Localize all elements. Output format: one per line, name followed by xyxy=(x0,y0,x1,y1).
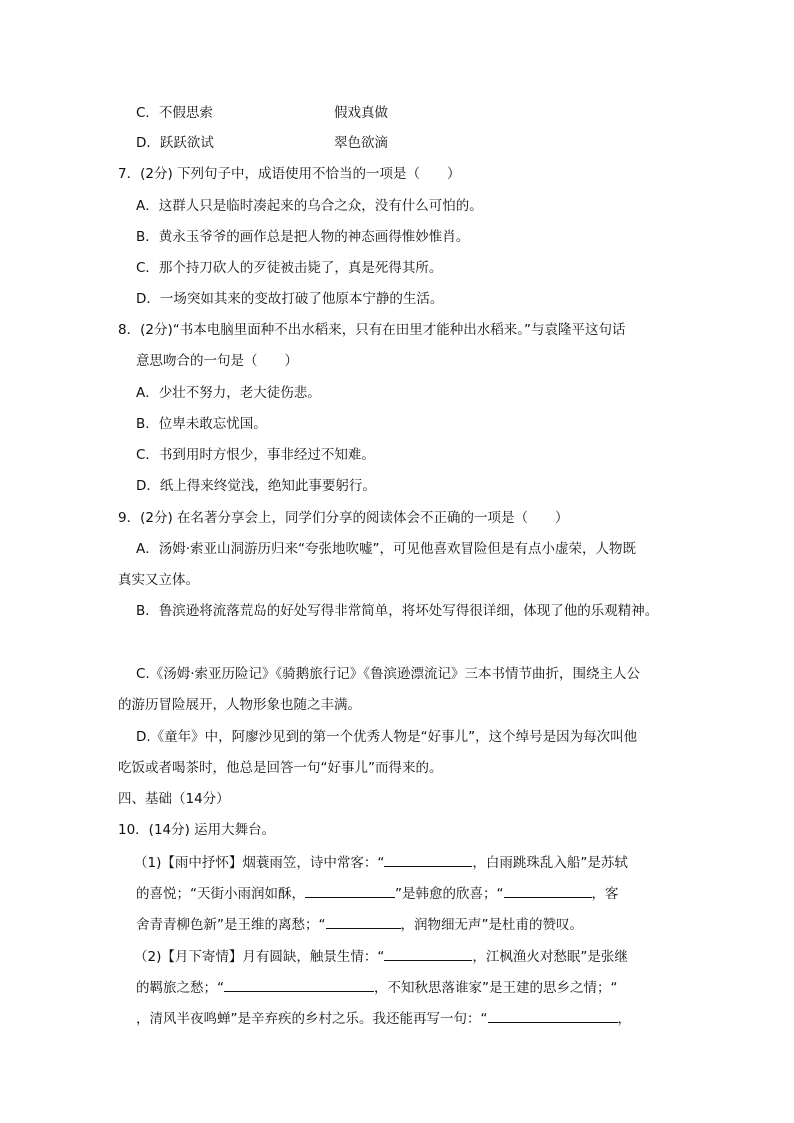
option-text: D．跃跃欲试 xyxy=(136,135,214,151)
q10-part2-line1 xyxy=(134,946,628,966)
q7-option-c: C．那个持刀砍人的歹徒被击毙了，真是死得其所。 xyxy=(136,260,443,276)
text: ”是韩愈的欣喜；“ xyxy=(395,886,504,902)
answer-blank[interactable] xyxy=(326,914,401,929)
text: ，客 xyxy=(591,886,619,902)
text: ， xyxy=(617,1011,631,1027)
q9-option-c-cont: 的游历冒险展开，人物形象也随之丰满。 xyxy=(118,697,361,713)
q10-part1-line3 xyxy=(136,914,583,934)
question-8-stem-cont: 意思吻合的一句是（ ） xyxy=(136,353,298,369)
q10-part1-line1 xyxy=(134,852,628,872)
q9-option-b: B．鲁滨逊将流落荒岛的好处写得非常简单，将坏处写得很详细，体现了他的乐观精神。 xyxy=(136,603,659,619)
text: ，清风半夜鸣蝉”是辛弃疾的乡村之乐。我还能再写一句：“ xyxy=(136,1011,488,1027)
q8-option-b: B．位卑未敢忘忧国。 xyxy=(136,416,267,432)
q8-option-d: D．纸上得来终觉浅，绝知此事要躬行。 xyxy=(136,478,376,494)
q10-part2-line2 xyxy=(136,977,618,997)
question-10-stem: 10．(14分) 运用大舞台。 xyxy=(118,822,276,838)
q10-part2-line3 xyxy=(136,1008,631,1028)
answer-blank[interactable] xyxy=(384,852,472,867)
text: （1)【雨中抒怀】烟蓑雨笠，诗中常客：“ xyxy=(134,855,385,871)
answer-blank[interactable] xyxy=(384,946,472,961)
option-pair-text: 假戏真做 xyxy=(334,105,388,121)
answer-blank[interactable] xyxy=(224,977,374,992)
answer-blank[interactable] xyxy=(305,883,395,898)
q9-option-a: A．汤姆·索亚山洞游历归来“夸张地吹嘘”，可见他喜欢冒险但是有点小虚荣，人物既 xyxy=(136,541,637,557)
option-text: C．不假思索 xyxy=(136,105,213,121)
q6-option-d xyxy=(136,134,388,152)
text: 的喜悦；“天街小雨润如酥， xyxy=(136,886,305,902)
text: ，不知秋思落谁家”是王建的思乡之情；“ xyxy=(374,980,618,996)
text: 舍青青柳色新”是王维的离愁；“ xyxy=(136,917,326,933)
q9-option-d: D.《童年》中，阿廖沙见到的第一个优秀人物是“好事儿”，这个绰号是因为每次叫他 xyxy=(136,729,638,745)
q6-option-c xyxy=(136,104,388,122)
question-8-stem: 8．(2分)“书本电脑里面种不出水稻来，只有在田里才能种出水稻来。”与袁隆平这句话 xyxy=(118,322,626,338)
q7-option-b: B．黄永玉爷爷的画作总是把人物的神态画得惟妙惟肖。 xyxy=(136,229,470,245)
text: （2)【月下寄情】月有圆缺，触景生情：“ xyxy=(134,949,385,965)
q9-option-a-cont: 真实又立体。 xyxy=(118,572,199,588)
text: ，白雨跳珠乱入船”是苏轼 xyxy=(472,855,628,871)
q7-option-a: A．这群人只是临时凑起来的乌合之众，没有什么可怕的。 xyxy=(136,198,483,214)
answer-blank[interactable] xyxy=(504,883,592,898)
text: ，润物细无声”是杜甫的赞叹。 xyxy=(400,917,583,933)
q10-part1-line2 xyxy=(136,883,619,903)
question-7-stem: 7．(2分) 下列句子中，成语使用不恰当的一项是（ ） xyxy=(118,166,461,182)
text: ，江枫渔火对愁眠”是张继 xyxy=(472,949,628,965)
q8-option-a: A．少壮不努力，老大徒伤悲。 xyxy=(136,385,321,401)
q8-option-c: C．书到用时方恨少，事非经过不知难。 xyxy=(136,447,375,463)
text: 的羁旅之愁；“ xyxy=(136,980,224,996)
section-heading: 四、基础（14分） xyxy=(118,791,230,807)
q9-option-c: C.《汤姆·索亚历险记》《骑鹅旅行记》《鲁滨逊漂流记》三本书情节曲折，围绕主人公 xyxy=(136,666,641,682)
question-9-stem: 9．(2分) 在名著分享会上，同学们分享的阅读体会不正确的一项是（ ） xyxy=(118,510,569,526)
q7-option-d: D．一场突如其来的变故打破了他原本宁静的生活。 xyxy=(136,291,444,307)
option-pair-text: 翠色欲滴 xyxy=(334,135,388,151)
answer-blank[interactable] xyxy=(488,1008,618,1023)
q9-option-d-cont: 吃饭或者喝茶时，他总是回答一句“好事儿”而得来的。 xyxy=(118,760,443,776)
